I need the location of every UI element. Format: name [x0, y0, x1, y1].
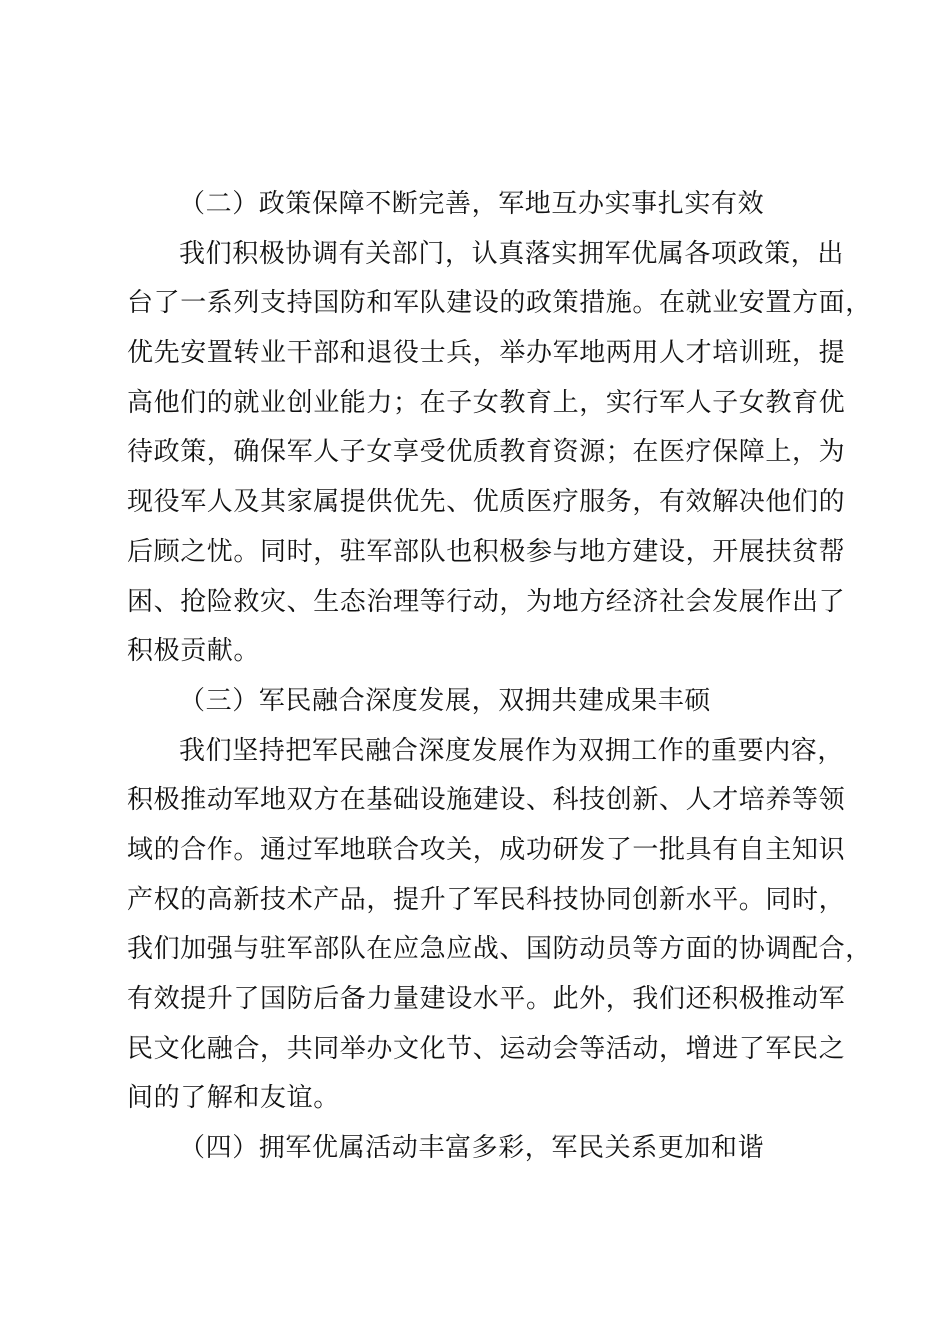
paragraph-line: 优先安置转业干部和退役士兵，举办军地两用人才培训班，提	[127, 338, 846, 369]
paragraph-line: 间的了解和友谊。	[127, 1083, 340, 1114]
section-heading: （四）拥军优属活动丰富多彩，军民关系更加和谐	[179, 1133, 765, 1164]
section-heading: （二）政策保障不断完善，军地互办实事扎实有效	[179, 189, 765, 219]
paragraph-line: 台了一系列支持国防和军队建设的政策措施。在就业安置方面，	[127, 288, 872, 319]
paragraph-line: 现役军人及其家属提供优先、优质医疗服务，有效解决他们的	[127, 487, 846, 518]
paragraph-line: 民文化融合，共同举办文化节、运动会等活动，增进了军民之	[127, 1033, 846, 1064]
document-body	[127, 180, 872, 1174]
paragraph-line: 我们加强与驻军部队在应急应战、国防动员等方面的协调配合，	[127, 934, 872, 965]
paragraph-line: 有效提升了国防后备力量建设水平。此外，我们还积极推动军	[127, 984, 846, 1014]
paragraph-line: 困、抢险救灾、生态治理等行动，为地方经济社会发展作出了	[127, 586, 846, 617]
paragraph-line: 积极推动军地双方在基础设施建设、科技创新、人才培养等领	[127, 785, 846, 816]
paragraph-line: 高他们的就业创业能力；在子女教育上，实行军人子女教育优	[127, 387, 846, 418]
paragraph-line: 后顾之忧。同时，驻军部队也积极参与地方建设，开展扶贫帮	[127, 536, 846, 567]
paragraph-line: 产权的高新技术产品，提升了军民科技协同创新水平。同时，	[127, 884, 846, 915]
paragraph-line: 域的合作。通过军地联合攻关，成功研发了一批具有自主知识	[127, 834, 846, 865]
paragraph-line: 我们积极协调有关部门，认真落实拥军优属各项政策，出	[179, 238, 845, 269]
section-heading: （三）军民融合深度发展，双拥共建成果丰硕	[179, 685, 712, 716]
paragraph-line: 积极贡献。	[127, 636, 261, 667]
paragraph-line: 待政策，确保军人子女享受优质教育资源；在医疗保障上，为	[127, 437, 846, 468]
paragraph-line: 我们坚持把军民融合深度发展作为双拥工作的重要内容，	[179, 735, 845, 766]
